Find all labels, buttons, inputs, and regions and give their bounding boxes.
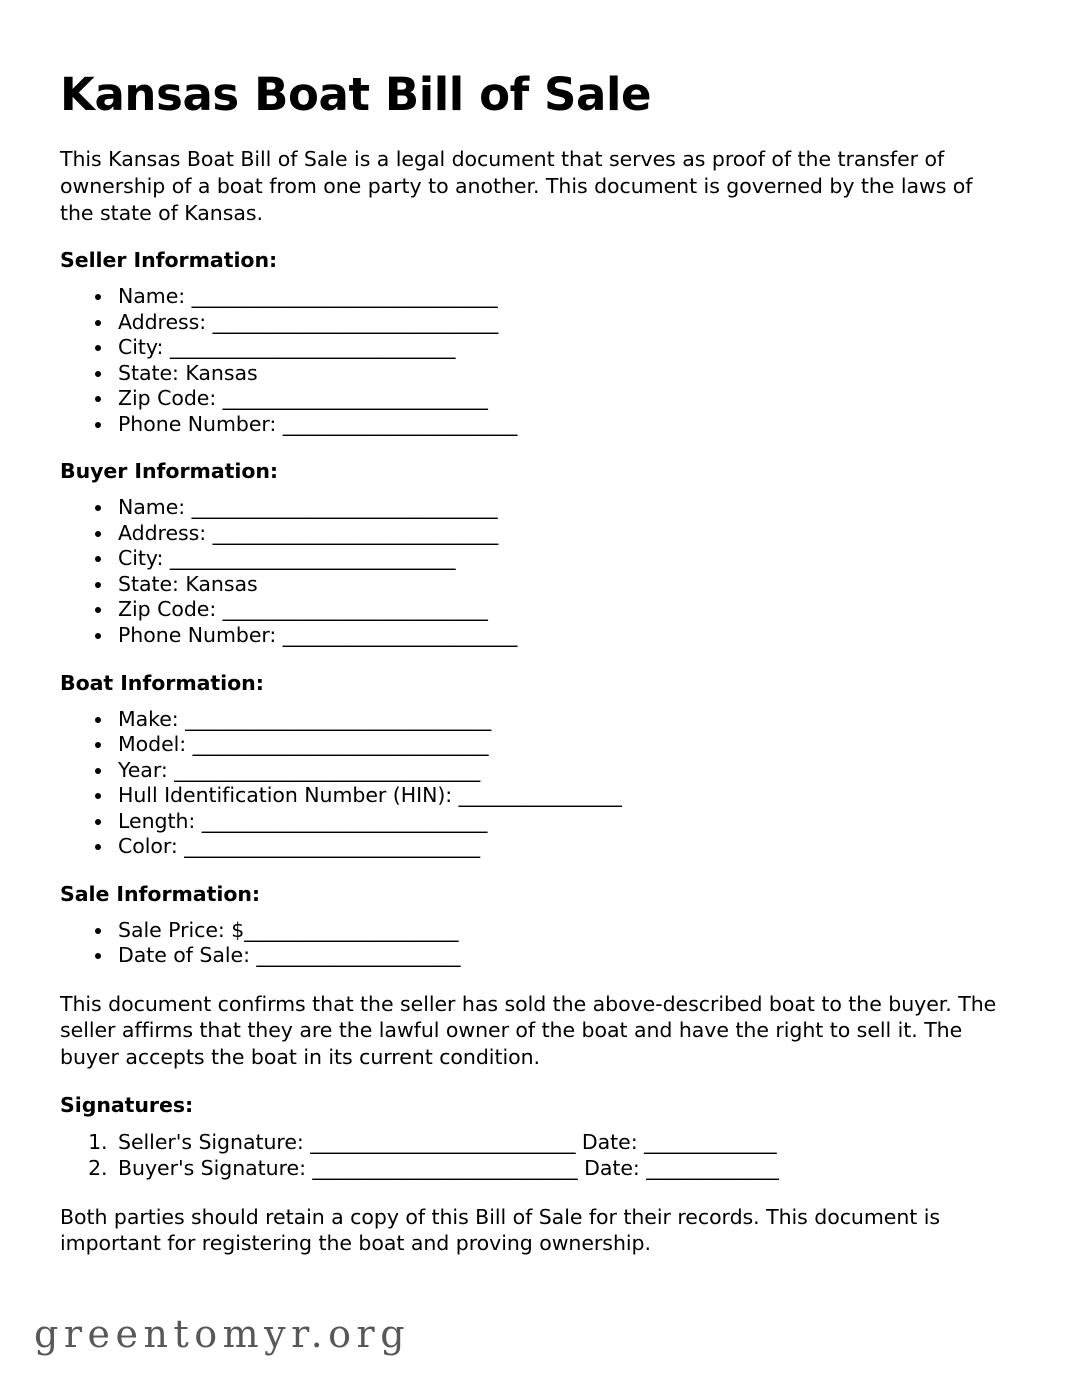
list-item xyxy=(114,495,1013,521)
list-item xyxy=(114,572,1013,598)
field-blank[interactable]: ____________________________ xyxy=(195,808,488,833)
signatures-list xyxy=(60,1129,1013,1182)
intro-paragraph: This Kansas Boat Bill of Sale is a legal document that serves as proof of the transfer of ownership of a boat from one party to another. This document is governed by the laws of the state of Kansas. xyxy=(60,147,973,225)
field-label: Date of Sale: xyxy=(118,943,250,968)
signature-blank[interactable]: __________________________ xyxy=(305,1156,578,1181)
closing-paragraph: Both parties should retain a copy of this Bill of Sale for their records. This document is important for registering the boat and proving ownership. xyxy=(60,1204,941,1256)
field-value: Kansas xyxy=(178,360,258,385)
field-blank[interactable]: ____________________________ xyxy=(206,520,499,545)
list-item xyxy=(114,834,1013,860)
field-label: City: xyxy=(118,335,164,360)
list-item xyxy=(114,707,1013,733)
field-label: State: xyxy=(118,571,179,596)
field-label: City: xyxy=(118,546,164,571)
list-item xyxy=(114,310,1013,336)
buyer-information-heading: Buyer Information: xyxy=(60,459,279,484)
list-item xyxy=(114,335,1013,361)
list-item xyxy=(114,623,1013,649)
field-blank[interactable]: _______________________ xyxy=(276,622,518,647)
list-item xyxy=(114,1155,1013,1182)
signature-blank[interactable]: __________________________ xyxy=(303,1129,576,1154)
field-blank[interactable]: ________________ xyxy=(452,783,622,808)
list-item xyxy=(114,809,1013,835)
field-blank[interactable]: ____________________________ xyxy=(163,546,456,571)
boat-information-heading: Boat Information: xyxy=(60,670,264,695)
date-blank[interactable]: _____________ xyxy=(639,1156,779,1181)
list-item xyxy=(114,361,1013,387)
field-blank[interactable]: __________________________ xyxy=(216,386,488,411)
list-item xyxy=(114,521,1013,547)
field-label: Name: xyxy=(118,284,186,309)
field-blank[interactable]: _______________________ xyxy=(276,411,518,436)
list-item xyxy=(114,1129,1013,1156)
field-label: Year: xyxy=(118,757,168,782)
field-label: Phone Number: xyxy=(118,411,277,436)
field-label: Zip Code: xyxy=(118,386,217,411)
boat-information-list xyxy=(60,707,1013,860)
signatures-heading: Signatures: xyxy=(60,1092,194,1117)
list-item xyxy=(114,546,1013,572)
list-item xyxy=(114,284,1013,310)
buyer-information-list xyxy=(60,495,1013,648)
field-blank[interactable]: ______________________________ xyxy=(185,495,498,520)
field-blank[interactable]: ______________________________ xyxy=(178,706,492,731)
field-blank[interactable]: _____________________ xyxy=(244,917,459,942)
list-item xyxy=(114,783,1013,809)
date-label: Date: xyxy=(584,1156,640,1181)
field-label: Sale Price: $ xyxy=(118,917,245,942)
list-item xyxy=(114,597,1013,623)
field-label: Phone Number: xyxy=(118,622,277,647)
list-item xyxy=(114,943,1013,969)
site-watermark: greentomyr.org xyxy=(34,1312,411,1356)
date-label: Date: xyxy=(581,1129,638,1154)
list-item xyxy=(114,758,1013,784)
field-label: Zip Code: xyxy=(118,597,217,622)
field-blank[interactable]: ______________________________ xyxy=(185,284,498,309)
date-blank[interactable]: _____________ xyxy=(637,1129,777,1154)
field-blank[interactable]: _____________________________ xyxy=(186,732,489,757)
field-label: State: xyxy=(118,360,179,385)
list-item xyxy=(114,918,1013,944)
seller-information-heading: Seller Information: xyxy=(60,248,278,273)
signature-label: Seller's Signature: xyxy=(118,1129,304,1154)
field-label: Hull Identification Number (HIN): xyxy=(118,783,453,808)
sale-information-heading: Sale Information: xyxy=(60,881,261,906)
field-blank[interactable]: ____________________________ xyxy=(206,309,499,334)
list-item xyxy=(114,412,1013,438)
field-label: Name: xyxy=(118,495,186,520)
field-blank[interactable]: ____________________________ xyxy=(163,335,456,360)
field-value: Kansas xyxy=(178,571,258,596)
field-label: Address: xyxy=(118,309,207,334)
field-label: Make: xyxy=(118,706,179,731)
field-blank[interactable]: _____________________________ xyxy=(177,834,481,859)
confirmation-paragraph: This document confirms that the seller has sold the above-described boat to the buyer. The seller affirms that they are the lawful owner of the boat and have the right to sell it. The buyer accepts the boat in its current condition. xyxy=(60,991,997,1069)
sale-information-list xyxy=(60,918,1013,969)
field-blank[interactable]: ____________________ xyxy=(249,943,461,968)
page-title: Kansas Boat Bill of Sale xyxy=(60,68,652,121)
field-label: Color: xyxy=(118,834,178,859)
field-label: Model: xyxy=(118,732,187,757)
signature-label: Buyer's Signature: xyxy=(118,1156,306,1181)
list-item xyxy=(114,732,1013,758)
list-item xyxy=(114,386,1013,412)
field-label: Length: xyxy=(118,808,196,833)
field-label: Address: xyxy=(118,520,207,545)
field-blank[interactable]: __________________________ xyxy=(216,597,488,622)
seller-information-list xyxy=(60,284,1013,437)
field-blank[interactable]: ______________________________ xyxy=(167,757,481,782)
